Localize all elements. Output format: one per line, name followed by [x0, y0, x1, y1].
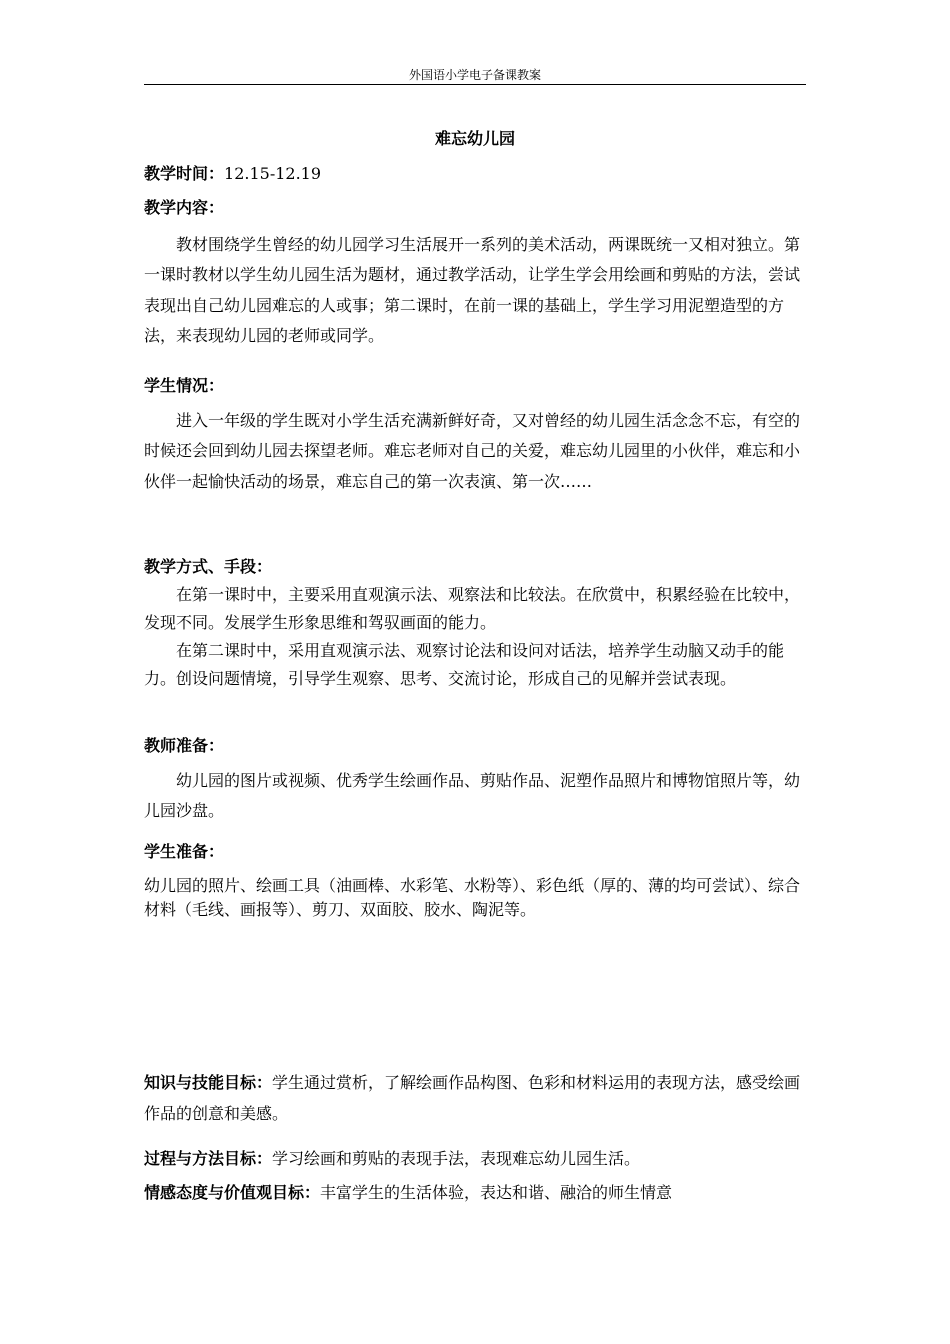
student-situation-heading: 学生情况： [144, 376, 225, 395]
teaching-content-heading: 教学内容： [144, 198, 225, 217]
objective-process-label: 过程与方法目标： [144, 1149, 273, 1168]
objective-emotion-label: 情感态度与价值观目标： [144, 1183, 321, 1202]
teaching-methods-section [144, 553, 808, 693]
student-prep-paragraph: 幼儿园的照片、绘画工具（油画棒、水彩笔、水粉等）、彩色纸（厚的、薄的均可尝试）、综合材料（毛线、画报等）、剪刀、双面胶、胶水、陶泥等。 [144, 876, 801, 919]
objective-process-text: 学习绘画和剪贴的表现手法，表现难忘幼儿园生活。 [272, 1149, 641, 1168]
method-paragraph-2: 在第二课时中，采用直观演示法、观察讨论法和设问对话法，培养学生动脑又动手的能力。创设问题情境，引导学生观察、思考、交流讨论，形成自己的见解并尝试表现。 [144, 641, 785, 688]
objective-emotion-text: 丰富学生的生活体验，表达和谐、融洽的师生情意 [320, 1183, 673, 1202]
objective-knowledge-label: 知识与技能目标： [144, 1073, 273, 1092]
teacher-prep-section [144, 731, 808, 827]
teaching-content-section [144, 193, 808, 352]
teaching-time [144, 159, 808, 190]
teaching-time-value: 12.15-12.19 [224, 164, 322, 183]
teacher-prep-heading: 教师准备： [144, 736, 225, 755]
teacher-prep-paragraph: 幼儿园的图片或视频、优秀学生绘画作品、剪贴作品、泥塑作品照片和博物馆照片等，幼儿园沙盘。 [144, 770, 801, 820]
objective-knowledge-text: 学生通过赏析，了解绘画作品构图、色彩和材料运用的表现方法，感受绘画作品的创意和美感。 [144, 1073, 801, 1123]
header-rule [144, 84, 806, 85]
page-header: 外国语小学电子备课教案 [408, 68, 541, 82]
teaching-time-label: 教学时间： [144, 164, 225, 183]
student-situation-paragraph: 进入一年级的学生既对小学生活充满新鲜好奇，又对曾经的幼儿园生活念念不忘，有空的时候还会回到幼儿园去探望老师。难忘老师对自己的关爱，难忘幼儿园里的小伙伴，难忘和小伙伴一起愉快活动的场景，难忘自己的第一次表演、第一次…… [144, 410, 801, 491]
teaching-methods-heading: 教学方式、手段： [144, 557, 273, 576]
student-prep-section [144, 840, 808, 922]
objective-knowledge [144, 1068, 808, 1129]
teaching-content-paragraph: 教材围绕学生曾经的幼儿园学习生活展开一系列的美术活动，两课既统一又相对独立。第一课时教材以学生幼儿园生活为题材，通过教学活动，让学生学会用绘画和剪贴的方法，尝试表现出自己幼儿园难忘的人或事；第二课时，在前一课的基础上，学生学习用泥塑造型的方法，来表现幼儿园的老师或同学。 [144, 234, 801, 345]
student-prep-heading: 学生准备： [144, 842, 225, 861]
objective-process [144, 1144, 808, 1175]
method-paragraph-1: 在第一课时中，主要采用直观演示法、观察法和比较法。在欣赏中，积累经验在比较中，发现不同。发展学生形象思维和驾驭画面的能力。 [144, 585, 801, 632]
objective-emotion [144, 1178, 808, 1209]
student-situation-section [144, 371, 808, 497]
lesson-title: 难忘幼儿园 [434, 129, 515, 148]
